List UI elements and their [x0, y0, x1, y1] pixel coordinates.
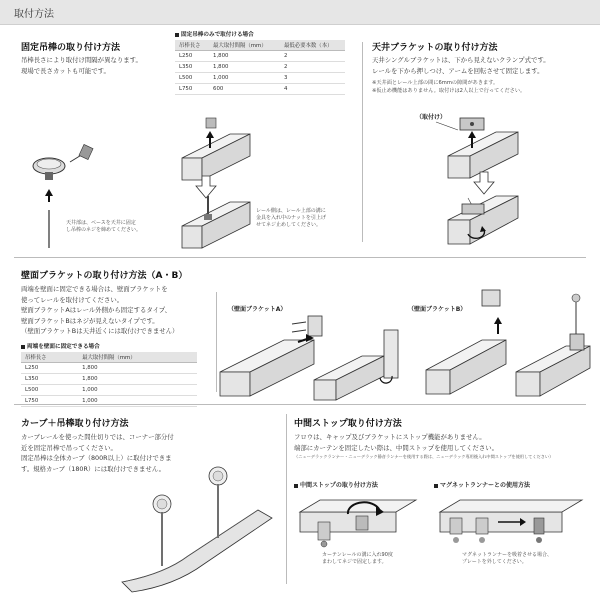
text-line: 壁面ブラケットBはネジが見えないタイプです。: [21, 316, 159, 325]
fixed-rod-text-line: 吊棒長さにより取付け間隔が異なります。: [21, 56, 142, 64]
text-line: す。規格カーブ（180R）には取付けできません。: [21, 464, 166, 473]
table-header-cell: 吊棒長さ: [21, 352, 78, 363]
table-cell: L250: [175, 51, 209, 62]
divider-middle: [14, 257, 586, 258]
note-line: し吊棒のネジを締めてください。: [66, 227, 142, 233]
middle-stop-text: [294, 432, 498, 453]
wall-bracket-a-illustration: [214, 310, 404, 400]
table-row: [175, 84, 345, 95]
table-row: [21, 374, 197, 385]
middle-stop-sub2-title: マグネットランナーとの使用方法: [434, 480, 530, 489]
fixed-rod-text: [21, 55, 142, 76]
fixed-rod-table: [175, 40, 345, 95]
text-line: 両端を壁面に固定できる場合は、壁面ブラケットを: [21, 285, 168, 293]
fixed-rod-title: 固定吊棒の取り付け方法: [21, 43, 121, 53]
fixed-rod-note-left: [66, 220, 141, 234]
table-cell: 3: [280, 73, 345, 84]
middle-stop-note: （ニューデラックランナー・ニューデラック静音ランナーを使用する際は、ニューデラック専用後入れ中間ストップを使用してください）: [294, 454, 554, 459]
table-cell: 1,800: [78, 363, 197, 374]
text-line: 固定吊棒は全体カーブ（800R以上）に取付けできま: [21, 454, 172, 463]
fixed-rod-text-line: 現場で長さカットも可能です。: [21, 66, 110, 75]
table-cell: 2: [280, 51, 345, 62]
bracket-open: （: [416, 114, 423, 121]
note-line: ※天井面とレール上部の間に6mmの隙間があきます。: [372, 80, 499, 86]
note-line: カーテンレールの溝に入れ90度: [322, 552, 393, 558]
middle-stop-install-illustration: [296, 496, 420, 554]
note-line: せてネジ止めしてください。: [256, 222, 322, 228]
text-line: カーブレールを使った間仕切りでは、コーナー部分付: [21, 433, 174, 441]
note-line: マグネットランナーを吸着させる場合、: [462, 552, 552, 558]
section-header: [0, 0, 600, 25]
wall-bracket-title: 壁面ブラケットの取り付け方法（A・B）: [21, 271, 188, 281]
table-cell: L500: [175, 73, 209, 84]
middle-stop-title: 中間ストップ取り付け方法: [294, 419, 402, 429]
table-cell: 1,000: [78, 385, 197, 396]
ceiling-bracket-illustration-bottom: [432, 190, 528, 252]
note-line: 天井部は、ベースを天井に固定: [66, 220, 136, 226]
divider-bottom: [286, 414, 287, 584]
middle-stop-sub1-note: [322, 552, 393, 566]
table-header-cell: 吊棒長さ: [175, 40, 209, 51]
text-line: 使ってレールを取付けてください。: [21, 295, 124, 304]
note-line: レール側は、レール上部の溝に: [256, 208, 326, 214]
middle-stop-sub1-title: 中間ストップの取り付け方法: [294, 480, 378, 489]
wall-bracket-b-label: （壁面ブラケットB）: [408, 306, 467, 313]
rail-bracket-illustration-bottom: [178, 196, 258, 256]
fixed-rod-note-right: [256, 208, 326, 229]
table-cell: L250: [21, 363, 78, 374]
table-cell: L350: [21, 374, 78, 385]
table-header-row: [175, 40, 345, 51]
text-line: 端部にカーテンを固定したい際は、中間ストップを使用してください。: [294, 443, 498, 452]
curve-title: カーブ＋吊棒取り付け方法: [21, 419, 129, 429]
rail-bracket-illustration-top: [178, 118, 258, 190]
wall-bracket-table-title: 両端を壁面に固定できる場合: [21, 342, 100, 350]
note-line: まわしてネジで固定します。: [322, 559, 387, 565]
text-line: 壁面ブラケットAはレール外側から固定するタイプ、: [21, 306, 172, 315]
section-header-title: 取付方法: [14, 9, 54, 20]
table-row: [175, 62, 345, 73]
text-line: 近を固定吊棒で吊ってください。: [21, 443, 117, 452]
fixed-rod-table-title: 固定吊棒のみで取付ける場合: [175, 30, 254, 38]
table-cell: 1,800: [209, 62, 280, 73]
table-header-cell: 最低必要本数（本）: [280, 40, 345, 51]
bracket-close: ）: [440, 114, 447, 121]
magnet-runner-illustration: [436, 496, 586, 554]
note-line: プレートを外してください。: [462, 559, 527, 565]
text-line: 天井シングルブラケットは、下から見えないクランプ式です。: [372, 56, 550, 64]
table-cell: L750: [175, 84, 209, 95]
table-row: [21, 396, 197, 407]
table-cell: 4: [280, 84, 345, 95]
table-row: [175, 51, 345, 62]
down-arrow-icon: [196, 176, 216, 198]
wall-bracket-a-label: （壁面ブラケットA）: [228, 306, 287, 313]
table-cell: 600: [209, 84, 280, 95]
middle-stop-sub2-note: [462, 552, 552, 566]
table-cell: L750: [21, 396, 78, 407]
table-row: [175, 73, 345, 84]
table-row: [21, 363, 197, 374]
wall-bracket-text: [21, 284, 178, 337]
ceiling-bracket-notes: [372, 79, 525, 95]
wall-bracket-table: [21, 352, 197, 407]
curve-rail-illustration: [112, 470, 282, 592]
curve-text: [21, 432, 174, 474]
text-line: レールを下から押しつけ、アームを回転させて固定します。: [372, 66, 544, 75]
table-row: [21, 385, 197, 396]
table-cell: 1,800: [209, 51, 280, 62]
table-cell: 1,000: [78, 396, 197, 407]
wall-bracket-b-illustration: [420, 290, 594, 400]
divider-top: [362, 42, 363, 242]
ceiling-bracket-callout: （取付け）: [416, 114, 447, 121]
table-header-row: [21, 352, 197, 363]
ceiling-bracket-text: [372, 55, 550, 76]
table-header-cell: 最大取付間隔（mm）: [78, 352, 197, 363]
table-cell: 1,800: [78, 374, 197, 385]
text-line: （壁面ブラケットBは天井近くには取付けできません）: [21, 327, 179, 336]
note-line: ※仮止め機能はありません。取付けは2人以上で行ってください。: [372, 88, 526, 94]
ceiling-bracket-title: 天井ブラケットの取り付け方法: [372, 43, 498, 53]
text-line: フロウは、キャップ及びブラケットにストップ機能がありません。: [294, 433, 486, 441]
table-cell: L350: [175, 62, 209, 73]
table-header-cell: 最大取付間隔（mm）: [209, 40, 280, 51]
table-cell: 1,000: [209, 73, 280, 84]
table-cell: L500: [21, 385, 78, 396]
note-line: 金具を入れ中のナットを引上げ: [256, 215, 326, 221]
table-cell: 2: [280, 62, 345, 73]
